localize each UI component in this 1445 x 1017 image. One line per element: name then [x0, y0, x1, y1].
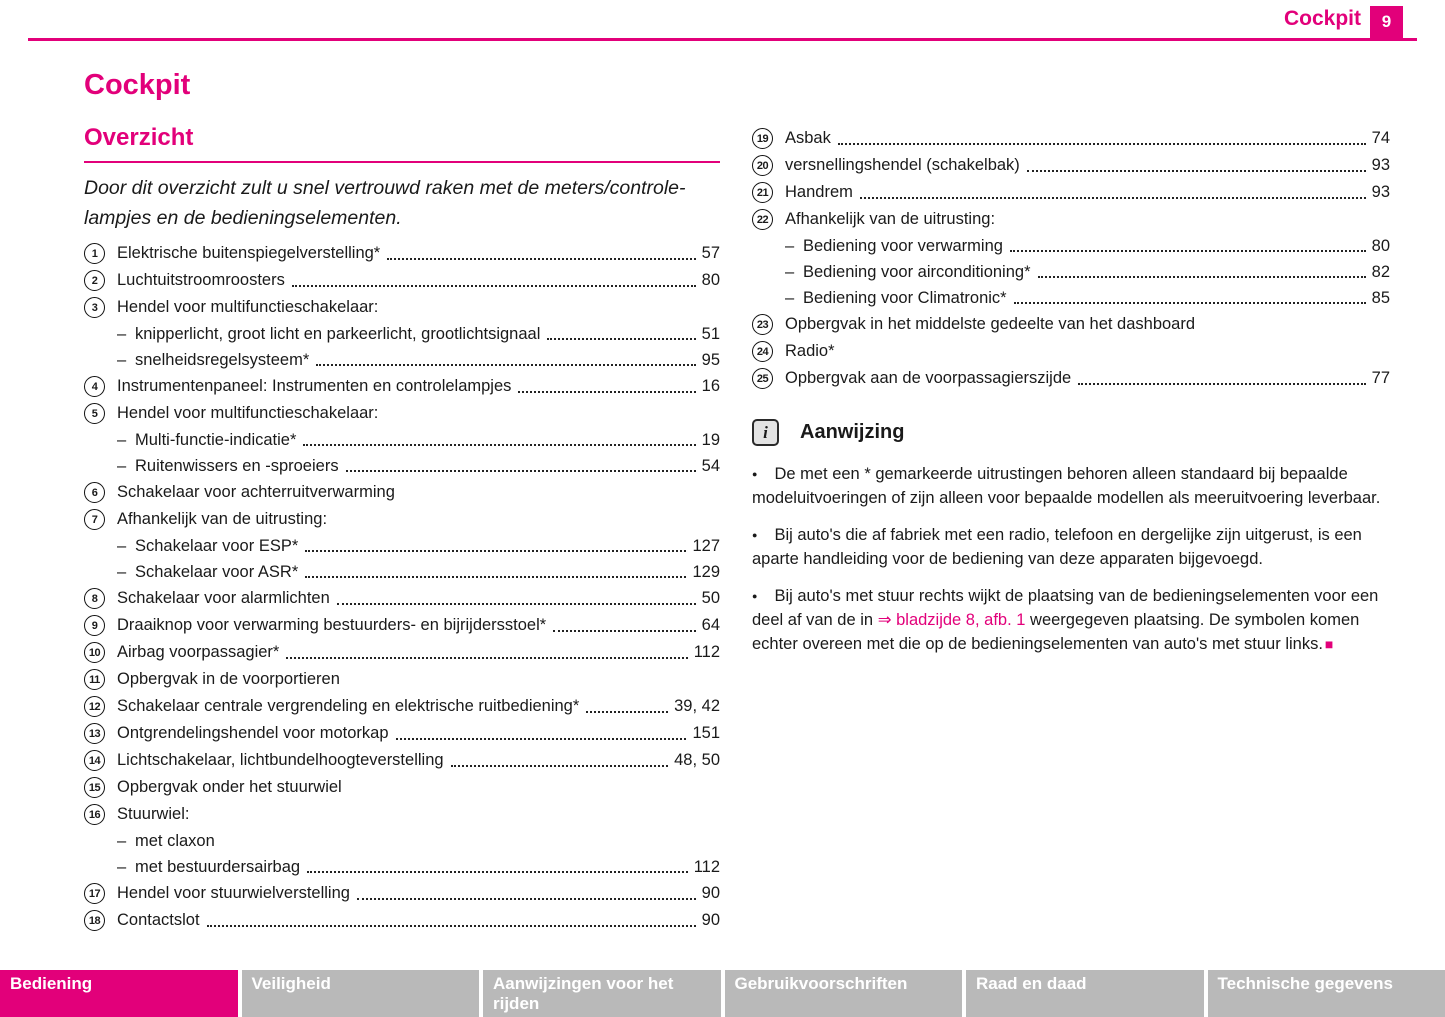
- dot-leader: [518, 391, 695, 393]
- note-bullet-text: Bij auto's met stuur rechts wijkt de plaatsing van de bedieningselementen voor een deel af van de in: [752, 586, 1379, 629]
- dot-leader: [1078, 383, 1365, 385]
- item-number-badge: 25: [752, 368, 773, 389]
- item-label: met bestuurdersairbag: [135, 858, 301, 877]
- dot-leader: [207, 925, 696, 927]
- item-number-badge: 24: [752, 341, 773, 362]
- dot-leader: [286, 657, 687, 659]
- item-number-badge: 5: [84, 403, 105, 424]
- note-bullet: [752, 524, 1390, 572]
- toc-item: [84, 831, 720, 851]
- item-page-ref: 57: [701, 244, 720, 263]
- dot-leader: [396, 738, 687, 740]
- item-dash-icon: –: [785, 289, 795, 307]
- item-page-ref: 82: [1371, 263, 1390, 281]
- item-page-ref: 50: [701, 589, 720, 608]
- toc-item: [84, 482, 720, 503]
- dot-leader: [387, 258, 695, 260]
- note-bullet-text: weergegeven plaatsing. De symbolen komen echter overeen met die op de bedieningselementen van auto's met stuur links.: [752, 610, 1360, 653]
- dot-leader: [346, 470, 696, 472]
- dot-leader: [337, 603, 696, 605]
- toc-item: [84, 456, 720, 476]
- item-label: Draaiknop voor verwarming bestuurders- en bijrijdersstoel*: [117, 616, 547, 635]
- item-number-badge: 20: [752, 155, 773, 176]
- item-number-badge: 8: [84, 588, 105, 609]
- dot-leader: [860, 197, 1366, 199]
- item-label: met claxon: [135, 832, 215, 851]
- item-number-badge: 13: [84, 723, 105, 744]
- item-label: Luchtuitstroomroosters: [117, 271, 285, 290]
- tab-raad-en-daad[interactable]: Raad en daad: [966, 970, 1204, 1017]
- item-page-ref: 16: [701, 377, 720, 396]
- item-number-badge: 9: [84, 615, 105, 636]
- item-label: Contactslot: [117, 911, 200, 930]
- toc-item: [84, 562, 720, 582]
- toc-left: [84, 243, 720, 931]
- tab-bediening[interactable]: Bediening: [0, 970, 238, 1017]
- item-number-badge: 17: [84, 883, 105, 904]
- bullet-icon: ●: [752, 469, 758, 479]
- dot-leader: [586, 711, 668, 713]
- page-header: [28, 0, 1417, 41]
- item-page-ref: 48, 50: [674, 751, 720, 770]
- note-section: [752, 419, 1390, 656]
- toc-item: [84, 243, 720, 264]
- item-page-ref: 93: [1371, 183, 1390, 201]
- toc-item: [752, 341, 1390, 362]
- page-number-badge: 9: [1370, 6, 1403, 38]
- item-label: Stuurwiel:: [117, 805, 190, 824]
- toc-item: [84, 750, 720, 771]
- item-page-ref: 77: [1371, 369, 1390, 387]
- item-label: Bediening voor Climatronic*: [803, 289, 1007, 307]
- item-number-badge: 16: [84, 804, 105, 825]
- item-label: Elektrische buitenspiegelverstelling*: [117, 244, 381, 263]
- item-page-ref: 129: [692, 563, 720, 582]
- item-number-badge: 2: [84, 270, 105, 291]
- item-dash-icon: –: [117, 563, 127, 582]
- dot-leader: [357, 898, 696, 900]
- item-dash-icon: –: [117, 325, 127, 344]
- toc-item: [84, 696, 720, 717]
- toc-item: [84, 615, 720, 636]
- toc-item: [84, 588, 720, 609]
- toc-right: [752, 128, 1390, 389]
- item-label: Opbergvak onder het stuurwiel: [117, 778, 342, 797]
- item-page-ref: 151: [692, 724, 720, 743]
- item-label: Bediening voor airconditioning*: [803, 263, 1031, 281]
- toc-item: [84, 536, 720, 556]
- item-number-badge: 14: [84, 750, 105, 771]
- item-label: Handrem: [785, 183, 853, 201]
- item-label: Multi-functie-indicatie*: [135, 431, 297, 450]
- footer-tab-bar: [0, 970, 1445, 1017]
- item-page-ref: 39, 42: [674, 697, 720, 716]
- item-label: Hendel voor stuurwielverstelling: [117, 884, 350, 903]
- toc-item: [84, 297, 720, 318]
- item-number-badge: 10: [84, 642, 105, 663]
- toc-item: [752, 288, 1390, 308]
- toc-item: [84, 642, 720, 663]
- bullet-icon: ●: [752, 590, 758, 601]
- tab-veiligheid[interactable]: Veiligheid: [242, 970, 480, 1017]
- info-icon: i: [752, 419, 779, 446]
- toc-item: [84, 777, 720, 798]
- dot-leader: [1014, 302, 1366, 304]
- tab-gebruikvoorschriften[interactable]: Gebruikvoorschriften: [725, 970, 963, 1017]
- tab-aanwijzingen-voor-het-rijden[interactable]: Aanwijzingen voor het rijden: [483, 970, 721, 1017]
- toc-item: [84, 723, 720, 744]
- header-chapter-title: Cockpit: [1283, 7, 1361, 30]
- note-bullet-text: De met een * gemarkeerde uitrustingen behoren alleen standaard bij bepaalde modeluitvoeringen of zijn alleen voor bepaalde modellen als meeruitvoering leverbaar.: [752, 465, 1381, 507]
- toc-item: [752, 262, 1390, 282]
- note-bullet: [752, 585, 1390, 657]
- item-number-badge: 4: [84, 376, 105, 397]
- toc-item: [84, 376, 720, 397]
- dot-leader: [1027, 170, 1366, 172]
- item-number-badge: 3: [84, 297, 105, 318]
- bullet-icon: ●: [752, 529, 758, 540]
- item-page-ref: 112: [693, 643, 720, 662]
- toc-item: [752, 236, 1390, 256]
- item-label: Schakelaar centrale vergrendeling en elektrische ruitbediening*: [117, 697, 580, 716]
- toc-item: [752, 155, 1390, 176]
- item-label: Schakelaar voor alarmlichten: [117, 589, 330, 608]
- toc-item: [84, 669, 720, 690]
- intro-text: Door dit overzicht zult u snel vertrouwd raken met de meters/controle-lampjes en de bedieningselementen.: [84, 177, 686, 230]
- dot-leader: [303, 444, 695, 446]
- dot-leader: [316, 364, 695, 366]
- toc-item: [84, 430, 720, 450]
- item-number-badge: 11: [84, 669, 105, 690]
- item-dash-icon: –: [117, 832, 127, 851]
- tab-technische-gegevens[interactable]: Technische gegevens: [1208, 970, 1445, 1017]
- item-number-badge: 21: [752, 182, 773, 203]
- item-label: Afhankelijk van de uitrusting:: [785, 210, 996, 228]
- item-number-badge: 1: [84, 243, 105, 264]
- toc-item: [84, 910, 720, 931]
- item-label: Afhankelijk van de uitrusting:: [117, 510, 328, 529]
- item-label: Ontgrendelingshendel voor motorkap: [117, 724, 389, 743]
- item-label: Schakelaar voor ASR*: [135, 563, 299, 582]
- item-label: Opbergvak in de voorportieren: [117, 670, 340, 689]
- item-number-badge: 22: [752, 209, 773, 230]
- cross-reference-link[interactable]: ⇒ bladzijde 8, afb. 1: [877, 610, 1026, 629]
- dot-leader: [547, 338, 695, 340]
- item-page-ref: 90: [701, 884, 720, 903]
- left-column: [84, 44, 720, 937]
- item-label: Airbag voorpassagier*: [117, 643, 280, 662]
- item-label: Hendel voor multifunctieschakelaar:: [117, 404, 379, 423]
- toc-item: [84, 403, 720, 424]
- item-label: Hendel voor multifunctieschakelaar:: [117, 298, 379, 317]
- note-header: [752, 419, 1390, 446]
- toc-item: [84, 350, 720, 370]
- note-title: Aanwijzing: [800, 421, 905, 443]
- item-label: Opbergvak aan de voorpassagierszijde: [785, 369, 1072, 387]
- dot-leader: [305, 550, 686, 552]
- toc-item: [752, 209, 1390, 230]
- item-label: Opbergvak in het middelste gedeelte van het dashboard: [785, 315, 1196, 333]
- item-dash-icon: –: [117, 351, 127, 370]
- item-label: Instrumentenpaneel: Instrumenten en controlelampjes: [117, 377, 512, 396]
- item-page-ref: 95: [701, 351, 720, 370]
- dot-leader: [292, 285, 696, 287]
- dot-leader: [307, 871, 688, 873]
- item-dash-icon: –: [117, 537, 127, 556]
- item-number-badge: 18: [84, 910, 105, 931]
- note-bullet: [752, 463, 1390, 511]
- item-dash-icon: –: [117, 457, 127, 476]
- toc-item: [752, 182, 1390, 203]
- dot-leader: [451, 765, 669, 767]
- toc-item: [84, 509, 720, 530]
- toc-item: [752, 368, 1390, 389]
- dot-leader: [553, 630, 695, 632]
- toc-item: [84, 270, 720, 291]
- item-label: versnellingshendel (schakelbak): [785, 156, 1020, 174]
- toc-item: [84, 324, 720, 344]
- item-label: Asbak: [785, 129, 831, 147]
- item-label: Ruitenwissers en -sproeiers: [135, 457, 339, 476]
- item-label: Lichtschakelaar, lichtbundelhoogteverstelling: [117, 751, 444, 770]
- item-label: snelheidsregelsysteem*: [135, 351, 310, 370]
- item-page-ref: 80: [701, 271, 720, 290]
- dot-leader: [305, 576, 686, 578]
- item-page-ref: 80: [1371, 237, 1390, 255]
- dot-leader: [1038, 276, 1366, 278]
- page-title: Cockpit: [84, 69, 191, 101]
- item-page-ref: 51: [701, 325, 720, 344]
- item-label: Radio*: [785, 342, 835, 360]
- note-bullet-text: Bij auto's die af fabriek met een radio, telefoon en dergelijke zijn uitgerust, is een aparte handleiding voor de bediening van deze apparaten bijgevoegd.: [752, 525, 1362, 568]
- toc-item: [84, 804, 720, 825]
- section-end-marker: ■: [1324, 635, 1334, 652]
- item-page-ref: 64: [701, 616, 720, 635]
- item-page-ref: 90: [701, 911, 720, 930]
- section-title: Overzicht: [84, 124, 720, 163]
- item-dash-icon: –: [785, 237, 795, 255]
- dot-leader: [1010, 250, 1366, 252]
- toc-item: [84, 883, 720, 904]
- item-page-ref: 93: [1371, 156, 1390, 174]
- item-number-badge: 6: [84, 482, 105, 503]
- toc-item: [84, 857, 720, 877]
- item-page-ref: 112: [693, 858, 720, 877]
- item-number-badge: 7: [84, 509, 105, 530]
- item-label: Schakelaar voor ESP*: [135, 537, 299, 556]
- item-dash-icon: –: [785, 263, 795, 281]
- content-area: [84, 44, 1390, 937]
- item-page-ref: 85: [1371, 289, 1390, 307]
- item-label: Schakelaar voor achterruitverwarming: [117, 483, 395, 502]
- item-number-badge: 12: [84, 696, 105, 717]
- item-number-badge: 19: [752, 128, 773, 149]
- dot-leader: [838, 143, 1366, 145]
- item-number-badge: 15: [84, 777, 105, 798]
- toc-item: [752, 314, 1390, 335]
- item-page-ref: 54: [701, 457, 720, 476]
- item-dash-icon: –: [117, 858, 127, 877]
- right-column: [752, 44, 1390, 669]
- item-page-ref: 74: [1371, 129, 1390, 147]
- item-label: knipperlicht, groot licht en parkeerlicht, grootlichtsignaal: [135, 325, 541, 344]
- item-number-badge: 23: [752, 314, 773, 335]
- item-page-ref: 127: [692, 537, 720, 556]
- toc-item: [752, 128, 1390, 149]
- item-dash-icon: –: [117, 431, 127, 450]
- item-page-ref: 19: [701, 431, 720, 450]
- item-label: Bediening voor verwarming: [803, 237, 1003, 255]
